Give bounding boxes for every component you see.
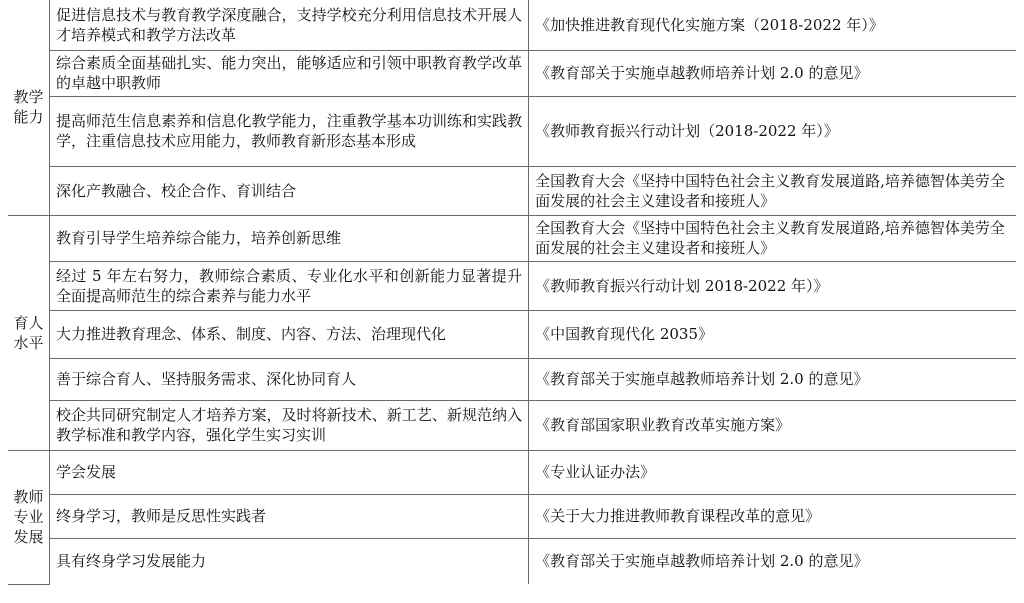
source-cell: 《教师教育振兴行动计划 2018-2022 年）》 <box>529 261 1016 310</box>
source-cell: 《专业认证办法》 <box>529 450 1016 494</box>
table-row <box>8 96 1016 166</box>
table-row <box>8 450 1016 494</box>
source-cell: 《教师教育振兴行动计划（2018-2022 年）》 <box>529 96 1016 166</box>
table-row <box>8 50 1016 96</box>
table-row <box>8 400 1016 450</box>
table-row <box>8 538 1016 584</box>
category-label: 育人水平 <box>13 313 44 352</box>
source-cell: 全国教育大会《坚持中国特色社会主义教育发展道路,培养德智体美劳全面发展的社会主义建设者和接班人》 <box>529 166 1016 215</box>
table-row <box>8 358 1016 400</box>
category-cell <box>8 215 49 450</box>
description-cell: 综合素质全面基础扎实、能力突出，能够适应和引领中职教育教学改革的卓越中职教师 <box>49 50 528 96</box>
source-cell: 全国教育大会《坚持中国特色社会主义教育发展道路,培养德智体美劳全面发展的社会主义建设者和接班人》 <box>529 215 1016 261</box>
description-cell: 善于综合育人、坚持服务需求、深化协同育人 <box>49 358 528 400</box>
table-row <box>8 494 1016 538</box>
description-cell: 提高师范生信息素养和信息化教学能力，注重教学基本功训练和实践教学，注重信息技术应用能力，教师教育新形态基本形成 <box>49 96 528 166</box>
category-label: 教师专业发展 <box>13 488 44 546</box>
source-cell: 《教育部关于实施卓越教师培养计划 2.0 的意见》 <box>529 538 1016 584</box>
category-cell <box>8 450 49 584</box>
source-cell: 《教育部关于实施卓越教师培养计划 2.0 的意见》 <box>529 50 1016 96</box>
table-row <box>8 215 1016 261</box>
description-cell: 终身学习，教师是反思性实践者 <box>49 494 528 538</box>
description-cell: 具有终身学习发展能力 <box>49 538 528 584</box>
policy-table <box>8 0 1016 585</box>
description-cell: 学会发展 <box>49 450 528 494</box>
table-row <box>8 310 1016 358</box>
description-cell: 校企共同研究制定人才培养方案，及时将新技术、新工艺、新规范纳入教学标准和教学内容，强化学生实习实训 <box>49 400 528 450</box>
source-cell: 《教育部国家职业教育改革实施方案》 <box>529 400 1016 450</box>
category-label: 教学能力 <box>13 88 44 127</box>
source-cell: 《教育部关于实施卓越教师培养计划 2.0 的意见》 <box>529 358 1016 400</box>
table-row <box>8 0 1016 50</box>
description-cell: 大力推进教育理念、体系、制度、内容、方法、治理现代化 <box>49 310 528 358</box>
description-cell: 深化产教融合、校企合作、育训结合 <box>49 166 528 215</box>
source-cell: 《关于大力推进教师教育课程改革的意见》 <box>529 494 1016 538</box>
description-cell: 教育引导学生培养综合能力，培养创新思维 <box>49 215 528 261</box>
table-row <box>8 166 1016 215</box>
table-row <box>8 261 1016 310</box>
description-cell: 促进信息技术与教育教学深度融合，支持学校充分利用信息技术开展人才培养模式和教学方法改革 <box>49 0 528 50</box>
category-cell <box>8 0 49 215</box>
source-cell: 《中国教育现代化 2035》 <box>529 310 1016 358</box>
description-cell: 经过 5 年左右努力，教师综合素质、专业化水平和创新能力显著提升全面提高师范生的综合素养与能力水平 <box>49 261 528 310</box>
source-cell: 《加快推进教育现代化实施方案（2018-2022 年）》 <box>529 0 1016 50</box>
